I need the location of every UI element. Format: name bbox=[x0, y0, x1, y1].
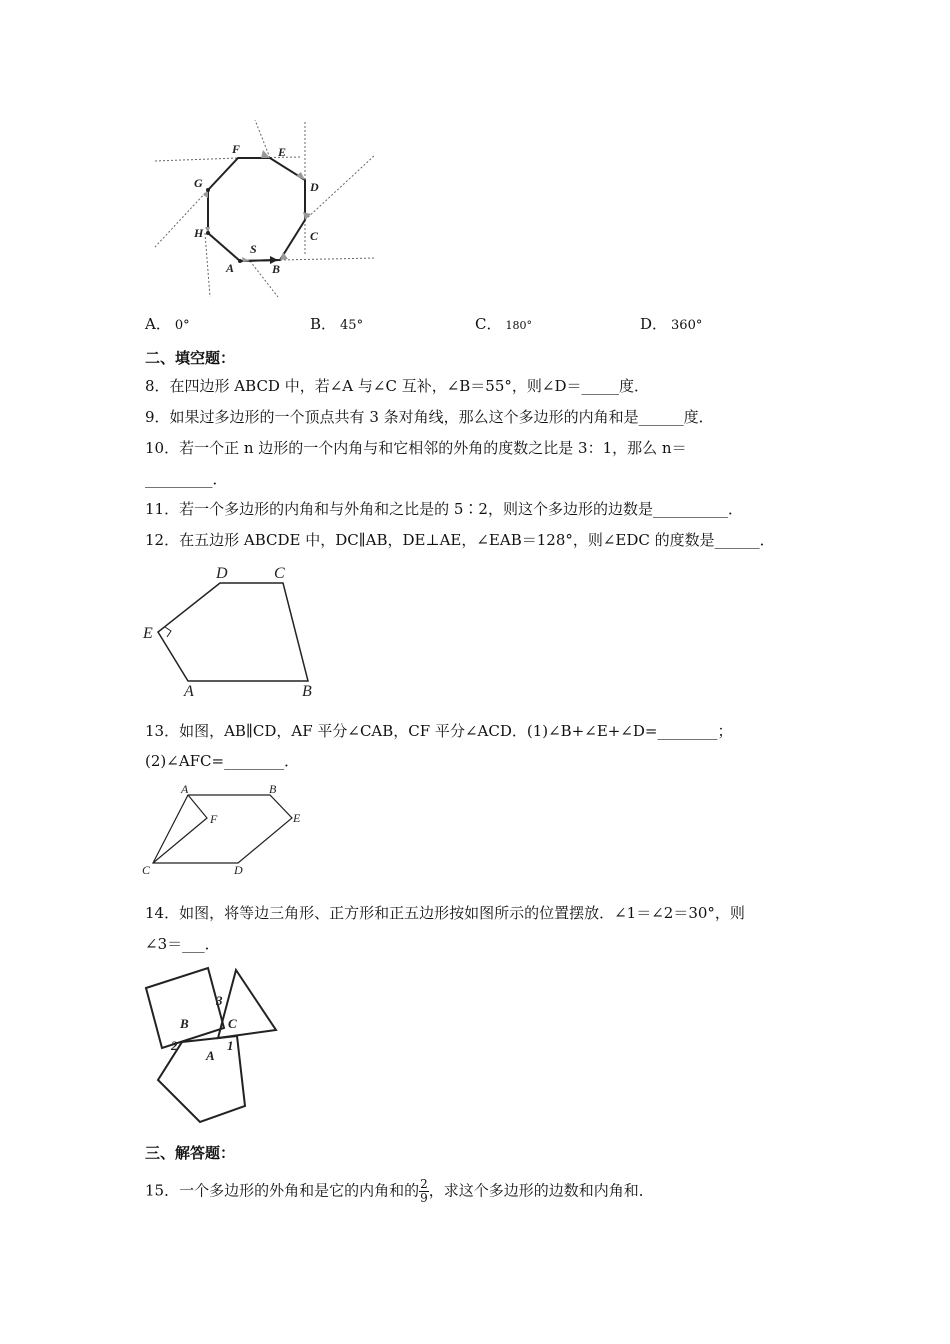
question-14-line1: 14．如图，将等边三角形、正方形和正五边形按如图所示的位置摆放．∠1＝∠2＝30°，则 bbox=[145, 904, 745, 922]
section2-title: 二、填空题： bbox=[145, 349, 236, 367]
question-9: 9．如果过多边形的一个顶点共有 3 条对角线，那么这个多边形的内角和是______度． bbox=[145, 408, 714, 426]
octagon-label-d: D bbox=[310, 180, 319, 194]
question-15: 15．一个多边形的外角和是它的内角和的 $\frac{2}{9}$ ，求这个多边形的边数和内角和． bbox=[145, 1177, 654, 1205]
hexagon-label-d: D bbox=[234, 863, 243, 877]
pentagon-label-c: C bbox=[274, 565, 285, 582]
shapes-label-1: 1 bbox=[227, 1038, 234, 1053]
q7-option-d[interactable]: D． 360° bbox=[640, 315, 703, 333]
shapes-label-c: C bbox=[228, 1016, 237, 1031]
shapes-label-3: 3 bbox=[216, 993, 223, 1008]
question-8: 8．在四边形 ABCD 中，若∠A 与∠C 互补，∠B＝55°，则∠D＝_____度． bbox=[145, 377, 649, 395]
question-14-line2: ∠3＝___． bbox=[145, 935, 220, 953]
shapes-label-b: B bbox=[180, 1016, 189, 1031]
pentagon-label-e: E bbox=[143, 625, 153, 642]
question-13-line1: 13．如图，AB∥CD，AF 平分∠CAB，CF 平分∠ACD．(1)∠B+∠E+∠D=________； bbox=[145, 722, 733, 740]
shapes-label-a: A bbox=[206, 1048, 215, 1063]
pentagon-label-d: D bbox=[216, 565, 228, 582]
hexagon-label-f: F bbox=[210, 812, 218, 826]
hexagon-label-a: A bbox=[181, 782, 189, 796]
octagon-figure bbox=[150, 115, 380, 305]
pentagon-figure bbox=[140, 562, 330, 702]
q7-option-a[interactable]: A． 0° bbox=[145, 315, 190, 333]
shapes-label-2: 2 bbox=[171, 1038, 178, 1053]
question-10-line2: _________． bbox=[145, 470, 228, 488]
octagon-label-c: C bbox=[310, 229, 319, 243]
q7-option-b[interactable]: B． 45° bbox=[310, 315, 364, 333]
section3-title: 三、解答题： bbox=[145, 1144, 236, 1162]
pentagon-label-b: B bbox=[302, 683, 312, 700]
hexagon-label-e: E bbox=[293, 811, 301, 825]
pentagon-label-a: A bbox=[184, 683, 194, 700]
octagon-label-g: G bbox=[194, 176, 203, 190]
octagon-label-h: H bbox=[194, 226, 204, 240]
octagon-label-b: B bbox=[272, 262, 281, 276]
shapes-figure bbox=[140, 960, 290, 1130]
q7-option-c[interactable]: C． 180° bbox=[475, 315, 532, 333]
hexagon-figure bbox=[140, 780, 315, 880]
hexagon-label-b: B bbox=[269, 782, 277, 796]
question-11: 11．若一个多边形的内角和与外角和之比是的 5∶2，则这个多边形的边数是__________． bbox=[145, 500, 743, 518]
octagon-label-f: F bbox=[232, 142, 241, 156]
octagon-label-a: A bbox=[226, 261, 235, 275]
hexagon-label-c: C bbox=[142, 863, 151, 877]
question-12: 12．在五边形 ABCDE 中，DC∥AB，DE⊥AE，∠EAB＝128°，则∠EDC 的度数是______． bbox=[145, 531, 775, 549]
octagon-label-s: S bbox=[250, 242, 257, 256]
fraction-two-ninths: $\frac{2}{9}$ bbox=[420, 1177, 428, 1205]
question-13-line2: (2)∠AFC=________． bbox=[145, 752, 300, 770]
octagon-label-e: E bbox=[278, 145, 287, 159]
question-10-line1: 10．若一个正 n 边形的一个内角与和它相邻的外角的度数之比是 3：1，那么 n＝ bbox=[145, 439, 687, 457]
